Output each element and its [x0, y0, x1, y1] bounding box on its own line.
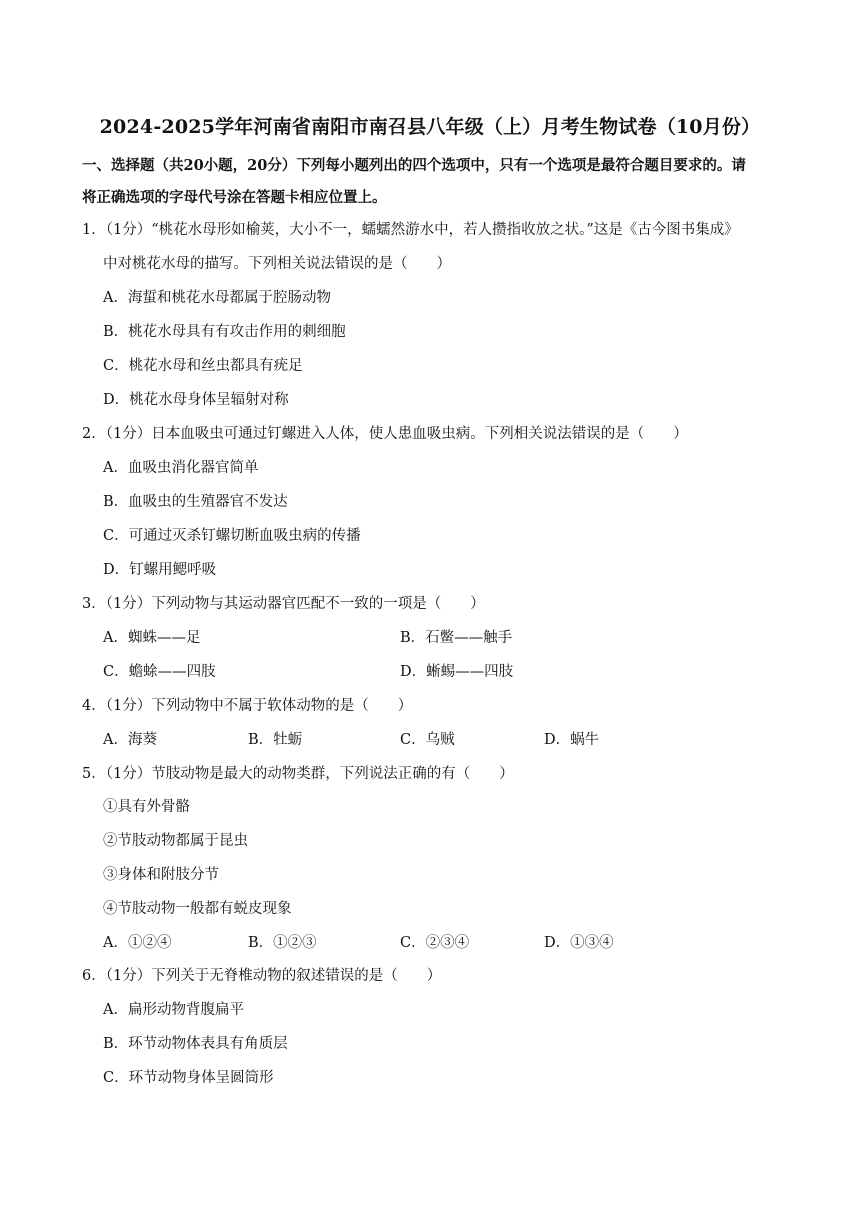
- question-2-option-b: B．血吸虫的生殖器官不发达: [103, 494, 288, 510]
- question-6-option-a: A．扁形动物背腹扁平: [103, 1002, 244, 1018]
- question-4-option-a: A．海葵: [103, 732, 157, 748]
- question-3-stem: 3．（1分）下列动物与其运动器官匹配不一致的一项是（ ）: [82, 596, 485, 612]
- question-5-statement-1: ①具有外骨骼: [103, 799, 190, 815]
- question-2-option-a: A．血吸虫消化器官简单: [103, 460, 259, 476]
- question-5-statement-2: ②节肢动物都属于昆虫: [103, 833, 248, 849]
- question-4-option-b: B．牡蛎: [248, 732, 303, 748]
- question-3-option-d: D．蜥蜴——四肢: [400, 664, 514, 680]
- question-4-stem: 4．（1分）下列动物中不属于软体动物的是（ ）: [82, 698, 413, 714]
- section-line-1: 一、选择题（共20小题，20分）下列每小题列出的四个选项中，只有一个选项是最符合题目要求的。请: [82, 157, 746, 174]
- question-1-stem: 1．（1分）“桃花水母形如榆荚，大小不一，蠕蠕然游水中，若人攒指收放之状。”这是《古今图书集成》: [82, 222, 739, 238]
- question-1-option-a: A．海蜇和桃花水母都属于腔肠动物: [103, 290, 331, 306]
- question-5-option-b: B．①②③: [248, 935, 317, 951]
- question-6-option-b: B．环节动物体表具有角质层: [103, 1036, 288, 1052]
- question-3-option-c: C．蟾蜍——四肢: [103, 664, 216, 680]
- page-title: 2024-2025学年河南省南阳市南召县八年级（上）月考生物试卷（10月份）: [99, 116, 761, 138]
- question-6-stem: 6．（1分）下列关于无脊椎动物的叙述错误的是（ ）: [82, 968, 442, 984]
- question-5-stem: 5．（1分）节肢动物是最大的动物类群，下列说法正确的有（ ）: [82, 766, 514, 782]
- section-instructions: [82, 150, 782, 214]
- question-1-option-d: D．桃花水母身体呈辐射对称: [103, 392, 289, 408]
- question-5-option-c: C．②③④: [400, 935, 470, 951]
- question-4-option-c: C．乌贼: [400, 732, 455, 748]
- question-5-statement-4: ④节肢动物一般都有蜕皮现象: [103, 901, 292, 917]
- question-2-option-d: D．钉螺用鳃呼吸: [103, 562, 217, 578]
- question-2-option-c: C．可通过灭杀钉螺切断血吸虫病的传播: [103, 528, 361, 544]
- question-5-option-d: D．①③④: [544, 935, 614, 951]
- question-3-option-a: A．蜘蛛——足: [103, 630, 201, 646]
- question-3-option-b: B．石鳖——触手: [400, 630, 513, 646]
- question-4-option-d: D．蜗牛: [544, 732, 600, 748]
- question-6-option-c: C．环节动物身体呈圆筒形: [103, 1070, 274, 1086]
- question-5-statement-3: ③身体和附肢分节: [103, 867, 219, 883]
- question-5-option-a: A．①②④: [103, 935, 172, 951]
- question-1-stem-cont: 中对桃花水母的描写。下列相关说法错误的是（ ）: [103, 256, 451, 272]
- question-1-option-b: B．桃花水母具有有攻击作用的刺细胞: [103, 324, 346, 340]
- question-1-option-c: C．桃花水母和丝虫都具有疣足: [103, 358, 303, 374]
- question-2-stem: 2．（1分）日本血吸虫可通过钉螺进入人体，使人患血吸虫病。下列相关说法错误的是（ ）: [82, 426, 688, 442]
- section-line-2: 将正确选项的字母代号涂在答题卡相应位置上。: [82, 189, 387, 206]
